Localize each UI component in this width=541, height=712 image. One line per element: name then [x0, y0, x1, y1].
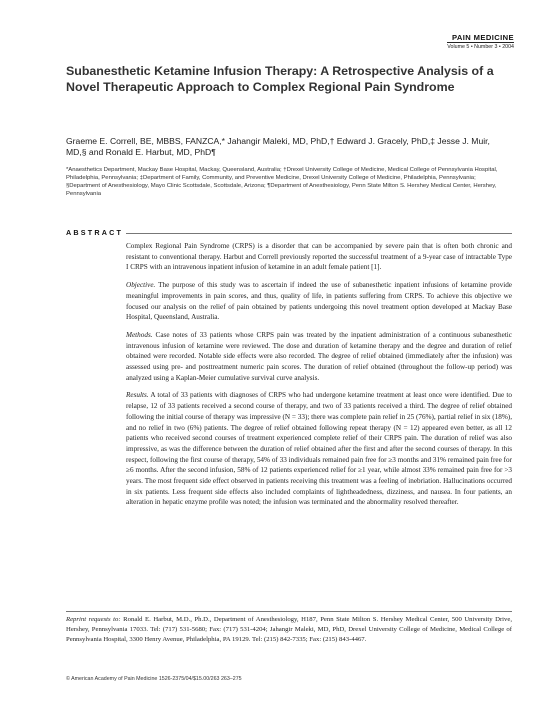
- reprint-requests: [66, 615, 512, 645]
- results-text: A total of 33 patients with diagnoses of CRPS who had undergone ketamine treatment at least once were identified. Due to relapse, 12 of 33 patients received a second course of therapy, and two of 33 patients received a third. The degree of relief obtained following the initial course of therapy was impressive (N = 33); there was complete pain relief in 25 (76%), partial relief in six (18%), and no relief in two (6%) patients. The degree of relief obtained following repeat therapy (N = 12) appeared even better, as all 12 patients who received second courses of treatment experienced complete relief of their CRPS pain. The duration of relief was also impressive, as was the difference between the duration of relief obtained after the first and after the second courses of therapy. In this respect, following the first course of therapy, 54% of 33 individuals remained pain free for ≥3 months and 31% remained pain free for ≥6 months. After the second infusion, 58% of 12 patients experienced relief for ≥1 year, while almost 33% remained pain free for >3 years. The most frequent side effect observed in patients receiving this treatment was a feeling of inebriation. Hallucinations occurred in six patients. Less frequent side effects also included complaints of lightheadedness, dizziness, and nausea. In four patients, an alteration in hepatic enzyme profile was noted; the infusion was terminated and the abnormality resolved thereafter.: [126, 391, 512, 507]
- abstract-results: [126, 390, 512, 508]
- reprint-divider: [66, 611, 512, 612]
- methods-text: Case notes of 33 patients whose CRPS pain was treated by the inpatient administration of a continuous subanesthetic intravenous infusion of ketamine were reviewed. The dose and duration of ketamine therapy and the degree and duration of relief obtained were recorded. Notable side effects were also recorded. The degree of relief obtained (immediately after the infusion) was assessed using pre- and posttreatment numeric pain scores. The duration of relief obtained (throughout the follow-up period) was analyzed using a Kaplan-Meier cumulative survival curve analysis.: [126, 330, 512, 382]
- copyright-footer: © American Academy of Pain Medicine 1526-2375/04/$15.00/263 263–275: [66, 676, 242, 682]
- reprint-label: Reprint requests to:: [66, 616, 121, 623]
- abstract-objective: [126, 280, 512, 323]
- results-label: Results.: [126, 391, 149, 400]
- methods-label: Methods.: [126, 330, 153, 339]
- abstract-divider: [126, 233, 512, 234]
- journal-header: [447, 33, 514, 51]
- abstract-body: [126, 241, 512, 515]
- author-list: Graeme E. Correll, BE, MBBS, FANZCA,* Jahangir Maleki, MD, PhD,† Edward J. Gracely, PhD,‡ Jesse J. Muir, MD,§ and Ronald E. Harbut, MD, PhD¶: [66, 136, 490, 158]
- journal-issue: Volume 5 • Number 3 • 2004: [447, 44, 514, 50]
- abstract-methods: [126, 330, 512, 384]
- objective-label: Objective.: [126, 281, 156, 290]
- abstract-intro: Complex Regional Pain Syndrome (CRPS) is a disorder that can be accompanied by severe pain that is often both chronic and resistant to conventional therapy. Harbut and Correll previously reported the successful treatment of a 9-year case of intractable Type I CRPS with an intravenous inpatient infusion of ketamine in an adult female patient [1].: [126, 242, 512, 272]
- objective-text: The purpose of this study was to ascertain if indeed the use of subanesthetic inpatient infusions of ketamine provide meaningful improvements in pain scores, and thus, quality of life, in patients suffering from CRPS. To achieve this objective we focused our analysis on the relief of pain obtained by patients undergoing this novel treatment option developed at Mackay Base Hospital, Queensland, Australia.: [126, 281, 512, 322]
- reprint-text: Ronald E. Harbut, M.D., Ph.D., Department of Anesthesiology, H187, Penn State Milton S. Hershey Medical Center, 500 University Drive, Hershey, Pennsylvania 17033. Tel: (717) 531-5680; Fax: (717) 531-4204; Jahangir Maleki, MD, PhD, Drexel University College of Medicine, Medical College of Pennsylvania Hospital, 3300 Henry Avenue, Philadelphia, PA 19129. Tel: (215) 842-7335; Fax: (215) 843-4467.: [66, 616, 513, 643]
- abstract-heading: ABSTRACT: [66, 228, 124, 237]
- affiliations: *Anaesthetics Department, Mackay Base Hospital, Mackay, Queensland, Australia; †Drexel University College of Medicine, Medical College of Pennsylvania Hospital, Philadelphia, Pennsylvania; ‡Department of Family, Community, and Preventive Medicine, Drexel University College of Medicine, Philadelphia, Pennsylvania; §Department of Anesthesiology, Mayo Clinic Scottsdale, Scottsdale, Arizona; ¶Department of Anesthesiology, Penn State Milton S. Hershey Medical Center, Hershey, Pennsylvania: [66, 167, 498, 198]
- article-title: Subanesthetic Ketamine Infusion Therapy: A Retrospective Analysis of a Novel Therapeutic Approach to Complex Regional Pain Syndrome: [66, 64, 494, 94]
- journal-name: PAIN MEDICINE: [451, 33, 514, 42]
